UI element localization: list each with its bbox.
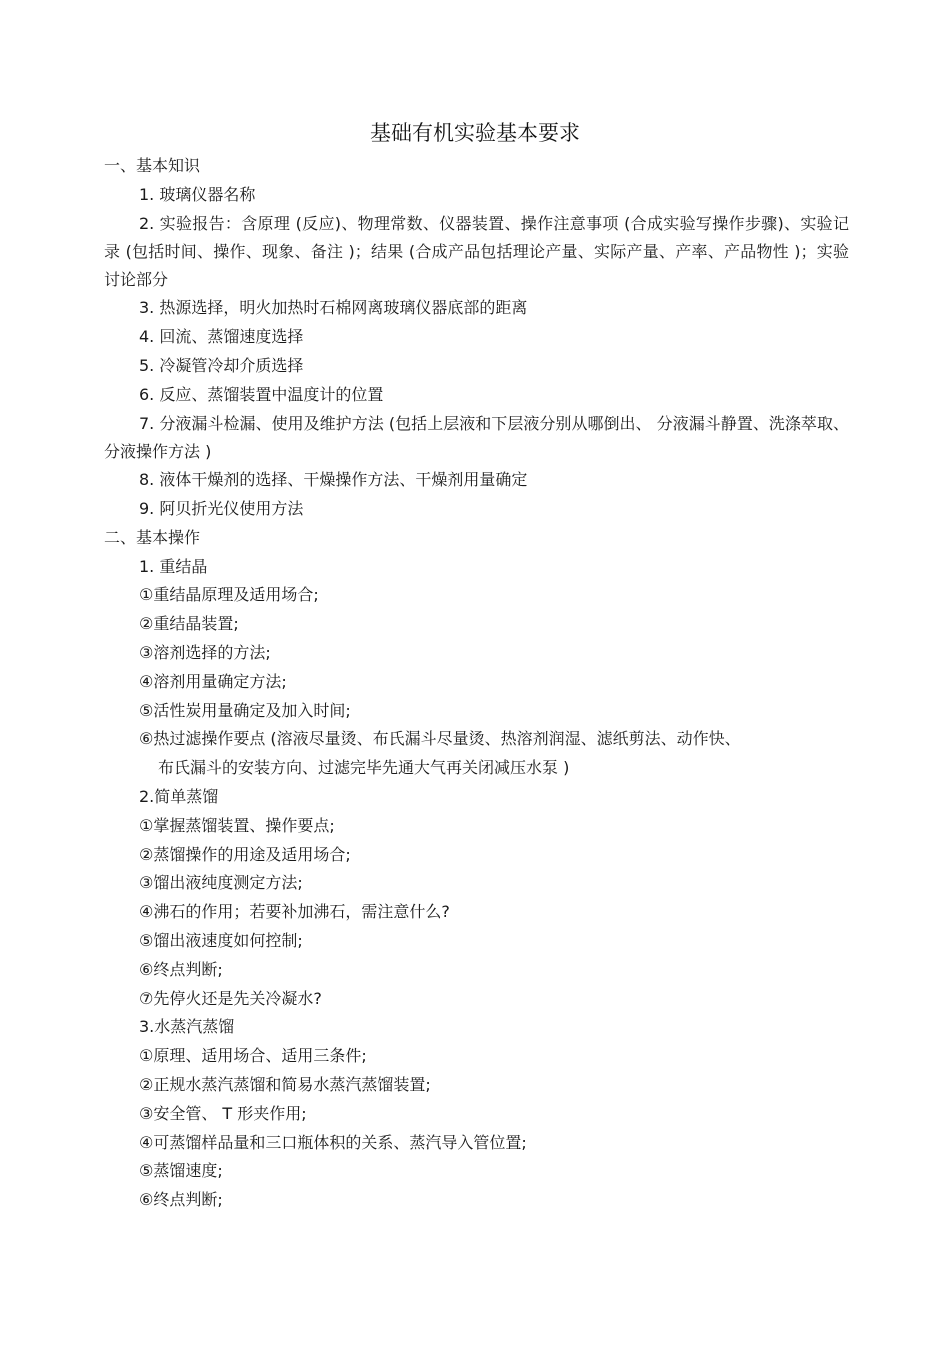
- steam-distillation-item: ②正规水蒸汽蒸馏和简易水蒸汽蒸馏装置;: [139, 1075, 431, 1094]
- distillation-item: ②蒸馏操作的用途及适用场合;: [139, 844, 351, 864]
- knowledge-item-7: 7. 分液漏斗检漏、使用及维护方法 (包括上层液和下层液分别从哪倒出、 分液漏斗静置、洗涤萃取、分液操作方法 ): [104, 413, 849, 461]
- knowledge-item-2: 2. 实验报告：含原理 (反应)、物理常数、仪器装置、操作注意事项 (合成实验写操作步骤)、实验记录 (包括时间、操作、现象、备注 )；结果 (合成产品包括理论产量、实际产量、产率、产品物性 )；实验讨论部分: [104, 213, 849, 290]
- distillation-item: ③馏出液纯度测定方法;: [139, 873, 303, 893]
- distillation-item: ①掌握蒸馏装置、操作要点;: [139, 815, 335, 835]
- knowledge-item-4: 4. 回流、蒸馏速度选择: [139, 327, 304, 347]
- distillation-item: ⑥终点判断;: [139, 959, 223, 979]
- knowledge-item-9: 9. 阿贝折光仪使用方法: [139, 499, 304, 519]
- document-body: [104, 152, 854, 1215]
- recrystallization-item: ④溶剂用量确定方法;: [139, 671, 287, 691]
- knowledge-item-3: 3. 热源选择，明火加热时石棉网离玻璃仪器底部的距离: [139, 298, 528, 318]
- operation-group-title-steam-distillation: 3.水蒸汽蒸馏: [139, 1017, 235, 1037]
- distillation-item: ⑦先停火还是先关冷凝水?: [139, 988, 322, 1008]
- steam-distillation-item: ⑥终点判断;: [139, 1190, 223, 1210]
- section-heading-basic-operations: 二、基本操作: [104, 527, 201, 547]
- recrystallization-item-continuation: 布氏漏斗的安装方向、过滤完毕先通大气再关闭减压水泵 ): [158, 758, 570, 778]
- recrystallization-item: ⑥热过滤操作要点 (溶液尽量烫、布氏漏斗尽量烫、热溶剂润湿、滤纸剪法、动作快、: [139, 729, 741, 749]
- operation-group-title-recrystallization: 1. 重结晶: [139, 556, 208, 576]
- operation-group-title-simple-distillation: 2.简单蒸馏: [139, 787, 219, 807]
- steam-distillation-item: ①原理、适用场合、适用三条件;: [139, 1046, 367, 1066]
- knowledge-item-5: 5. 冷凝管冷却介质选择: [139, 356, 304, 376]
- knowledge-item-6: 6. 反应、蒸馏装置中温度计的位置: [139, 384, 384, 404]
- recrystallization-item: ②重结晶装置;: [139, 614, 239, 634]
- distillation-item: ⑤馏出液速度如何控制;: [139, 931, 303, 951]
- steam-distillation-item: ③安全管、 T 形夹作用;: [139, 1103, 307, 1123]
- recrystallization-item: ③溶剂选择的方法;: [139, 643, 271, 663]
- knowledge-item-8: 8. 液体干燥剂的选择、干燥操作方法、干燥剂用量确定: [139, 470, 528, 490]
- knowledge-item-1: 1. 玻璃仪器名称: [139, 184, 256, 204]
- steam-distillation-item: ⑤蒸馏速度;: [139, 1161, 223, 1181]
- recrystallization-item: ①重结晶原理及适用场合;: [139, 585, 319, 605]
- recrystallization-item: ⑤活性炭用量确定及加入时间;: [139, 700, 351, 720]
- steam-distillation-item: ④可蒸馏样品量和三口瓶体积的关系、蒸汽导入管位置;: [139, 1132, 527, 1152]
- distillation-item: ④沸石的作用；若要补加沸石，需注意什么?: [139, 902, 450, 922]
- section-heading-basic-knowledge: 一、基本知识: [104, 156, 201, 175]
- document-title: 基础有机实验基本要求: [370, 121, 580, 145]
